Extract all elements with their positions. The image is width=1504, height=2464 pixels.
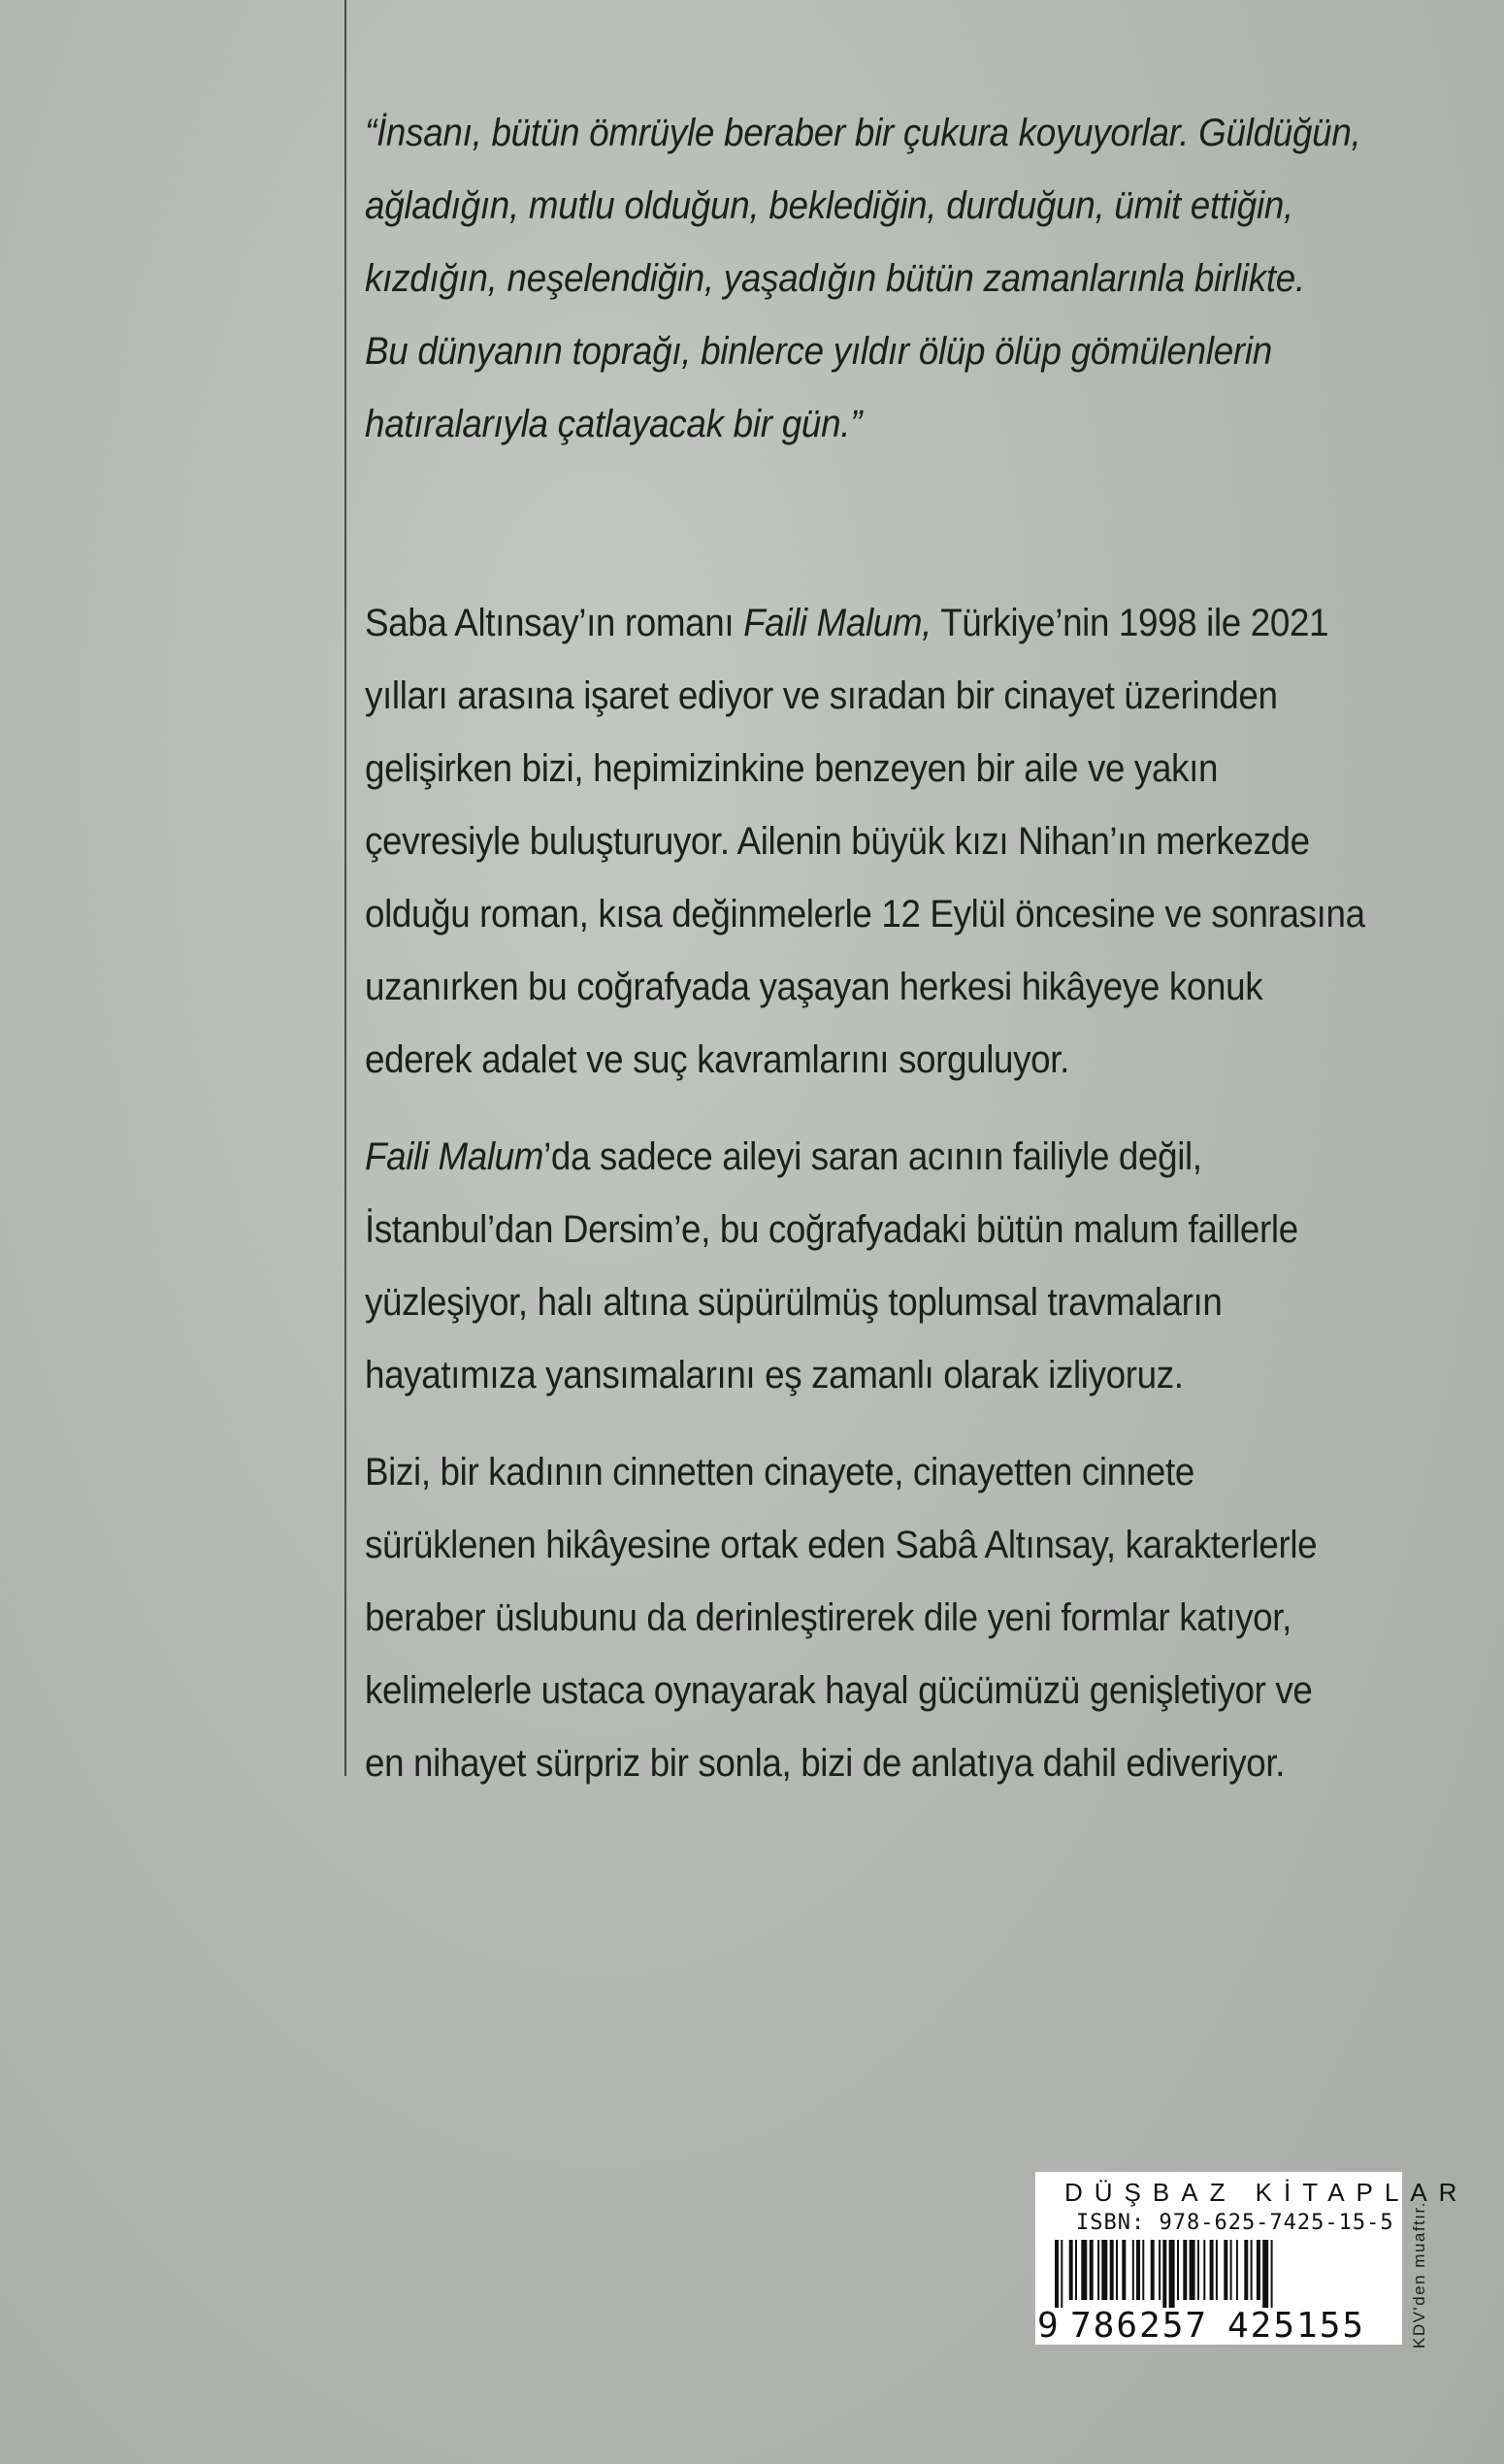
barcode-bar bbox=[1142, 2240, 1144, 2300]
barcode-bar bbox=[1216, 2240, 1218, 2300]
text-run: ’da sadece aileyi saran acının failiyle değil, bbox=[543, 1135, 1202, 1178]
publisher-name: DÜŞBAZ KİTAPLAR bbox=[1064, 2178, 1469, 2207]
text-run: Saba Altınsay’ın romanı bbox=[365, 602, 744, 644]
barcode-bar bbox=[1190, 2240, 1195, 2300]
paragraph-line: sürüklenen hikâyesine ortak eden Sabâ Altınsay, karakterlerle bbox=[365, 1524, 1318, 1566]
barcode-bar bbox=[1122, 2240, 1126, 2300]
barcode-bar bbox=[1224, 2240, 1227, 2300]
paragraph-line: yılları arasına işaret ediyor ve sıradan bir cinayet üzerinden bbox=[365, 674, 1278, 717]
barcode-icon bbox=[1055, 2240, 1385, 2308]
barcode-bar bbox=[1159, 2240, 1161, 2300]
epigraph-quote bbox=[365, 97, 1436, 461]
barcode-bar bbox=[1097, 2240, 1099, 2300]
paragraph-line: hayatımıza yansımalarını eş zamanlı olarak izliyoruz. bbox=[365, 1354, 1184, 1396]
quote-line: Bu dünyanın toprağı, binlerce yıldır ölüp ölüp gömülenlerin bbox=[365, 330, 1272, 373]
quote-line: “İnsanı, bütün ömrüyle beraber bir çukura koyuyorlar. Güldüğün, bbox=[365, 112, 1361, 154]
description-paragraph-2 bbox=[365, 1121, 1436, 1412]
barcode-bar bbox=[1251, 2240, 1253, 2300]
barcode-bar bbox=[1110, 2240, 1114, 2300]
barcode-bar bbox=[1055, 2240, 1059, 2308]
description-paragraph-3 bbox=[365, 1436, 1436, 1800]
barcode-digits-left: 786257 bbox=[1070, 2306, 1209, 2346]
barcode-bar bbox=[1236, 2240, 1238, 2300]
back-cover-text bbox=[365, 97, 1452, 1785]
paragraph-line: en nihayet sürpriz bir sonla, bizi de anlatıya dahil ediveriyor. bbox=[365, 1742, 1286, 1785]
barcode-bar bbox=[1151, 2240, 1155, 2300]
barcode-bar bbox=[1177, 2240, 1179, 2300]
book-title-italic: Faili Malum bbox=[365, 1135, 544, 1178]
barcode-bar bbox=[1116, 2240, 1118, 2300]
barcode-digit-prefix: 9 bbox=[1037, 2306, 1059, 2346]
barcode-bar bbox=[1262, 2240, 1268, 2308]
paragraph-line: beraber üslubunu da derinleştirerek dile yeni formlar katıyor, bbox=[365, 1596, 1291, 1639]
barcode-bar bbox=[1061, 2240, 1063, 2308]
barcode-bar bbox=[1210, 2240, 1214, 2300]
paragraph-line: kelimelerle ustaca oynayarak hayal gücümüzü genişletiyor ve bbox=[365, 1669, 1313, 1712]
paragraph-line bbox=[365, 1121, 1436, 1194]
barcode-bar bbox=[1183, 2240, 1187, 2300]
paragraph-line: ederek adalet ve suç kavramlarını sorguluyor. bbox=[365, 1038, 1069, 1081]
barcode-bar bbox=[1257, 2240, 1260, 2300]
paragraph-line: olduğu roman, kısa değinmelerle 12 Eylül öncesine ve sonrasına bbox=[365, 893, 1365, 936]
vat-exemption-note: KDV'den muaftır. bbox=[1410, 2201, 1428, 2349]
description-paragraph-1 bbox=[365, 587, 1436, 1097]
barcode-bar bbox=[1271, 2240, 1273, 2308]
paragraph-line: çevresiyle buluşturuyor. Ailenin büyük kızı Nihan’ın merkezde bbox=[365, 820, 1310, 863]
barcode-bar bbox=[1132, 2240, 1134, 2300]
paragraph-line bbox=[365, 587, 1436, 660]
barcode-bar bbox=[1101, 2240, 1107, 2300]
barcode-digits-right: 425155 bbox=[1227, 2306, 1366, 2346]
barcode-bar bbox=[1244, 2240, 1248, 2300]
barcode-bar bbox=[1090, 2240, 1094, 2300]
barcode-bar bbox=[1197, 2240, 1199, 2300]
barcode-bar bbox=[1162, 2240, 1166, 2308]
paragraph-line: gelişirken bizi, hepimizinkine benzeyen bir aile ve yakın bbox=[365, 747, 1219, 790]
paragraph-line: uzanırken bu coğrafyada yaşayan herkesi hikâyeye konuk bbox=[365, 966, 1263, 1008]
book-title-italic: Faili Malum, bbox=[743, 602, 932, 644]
paragraph-line: İstanbul’dan Dersim’e, bu coğrafyadaki bütün malum faillerle bbox=[365, 1208, 1298, 1251]
isbn-number: ISBN: 978-625-7425-15-5 bbox=[1076, 2211, 1394, 2235]
paragraph-line: Bizi, bir kadının cinnetten cinayete, cinayetten cinnete bbox=[365, 1451, 1194, 1494]
barcode-bar bbox=[1230, 2240, 1232, 2300]
vertical-rule bbox=[344, 0, 346, 1776]
barcode-bar bbox=[1075, 2240, 1077, 2300]
barcode-bar bbox=[1203, 2240, 1205, 2300]
barcode-bar bbox=[1136, 2240, 1140, 2300]
text-run: Türkiye’nin 1998 ile 2021 bbox=[931, 602, 1329, 644]
barcode-bar bbox=[1069, 2240, 1073, 2300]
quote-line: ağladığın, mutlu olduğun, beklediğin, durduğun, ümit ettiğin, bbox=[365, 184, 1293, 227]
paragraph-line: yüzleşiyor, halı altına süpürülmüş toplumsal travmaların bbox=[365, 1281, 1223, 1324]
quote-line: kızdığın, neşelendiğin, yaşadığın bütün zamanlarınla birlikte. bbox=[365, 257, 1305, 300]
barcode-bar bbox=[1169, 2240, 1175, 2308]
barcode-bar bbox=[1081, 2240, 1087, 2300]
quote-line: hatıralarıyla çatlayacak bir gün.” bbox=[365, 403, 863, 445]
